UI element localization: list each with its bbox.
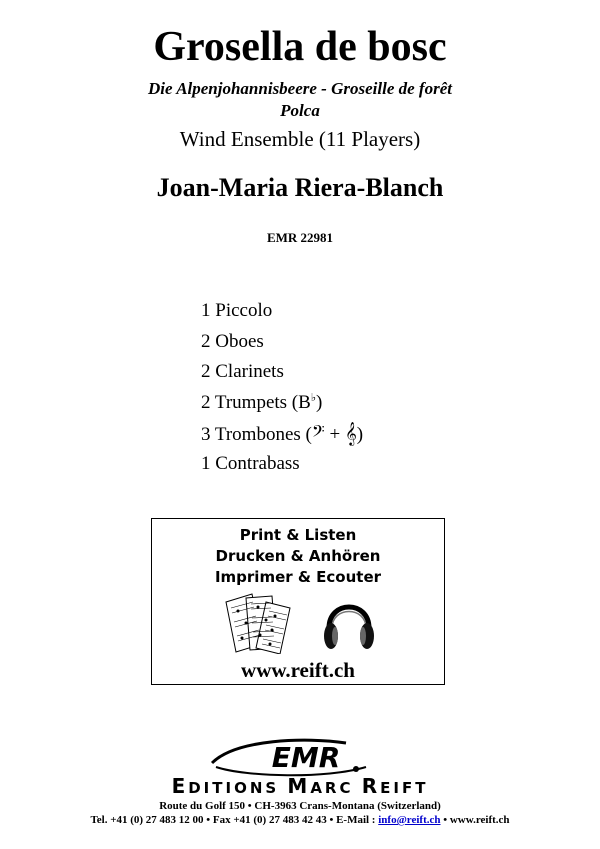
promo-line-french: Imprimer & Ecouter	[214, 568, 382, 586]
headphones-icon	[322, 592, 376, 654]
instrument-label: 1 Piccolo	[201, 300, 273, 321]
genre: Polca	[280, 101, 320, 120]
instrument-item	[201, 357, 363, 388]
contact-text: Tel. +41 (0) 27 483 12 00 • Fax +41 (0) 27 483 42 43 • E-Mail :	[90, 814, 379, 826]
instrument-suffix: )	[356, 424, 364, 446]
instrument-item	[201, 327, 363, 358]
instrument-label: 2 Oboes	[201, 330, 264, 352]
title: Grosella de bosc	[153, 24, 447, 70]
email-link[interactable]: info@reift.ch	[378, 814, 441, 826]
instrument-item	[201, 449, 363, 480]
contact-website: • www.reift.ch	[440, 814, 510, 826]
instrument-suffix: )	[316, 391, 323, 413]
instrument-label: 1 Contrabass	[201, 452, 300, 474]
sheet-music-icon	[222, 592, 296, 654]
subtitle: Die Alpenjohannisbeere - Groseille de forêt	[148, 79, 452, 98]
instrument-item	[201, 388, 363, 419]
promo-url-link[interactable]: www.reift.ch	[241, 658, 355, 682]
emr-logo	[206, 737, 396, 779]
catalog-number: EMR 22981	[266, 230, 334, 245]
print-listen-box	[151, 518, 445, 685]
instrument-item	[201, 296, 363, 327]
flat-symbol: ♭	[310, 391, 317, 404]
instrument-label: 2 Trumpets (B	[201, 391, 311, 413]
publisher-contact	[0, 813, 600, 827]
instrument-plus: +	[324, 424, 345, 446]
emr-logo-text: EMR	[271, 741, 341, 774]
instrument-label: 2 Clarinets	[201, 361, 284, 383]
composer: Joan-Maria Riera-Blanch	[156, 173, 444, 202]
promo-line-english: Print & Listen	[239, 526, 357, 544]
ensemble: Wind Ensemble (11 Players)	[179, 127, 421, 151]
promo-line-german: Drucken & Anhören	[215, 547, 381, 565]
instrument-label: 3 Trombones (	[201, 424, 312, 446]
bass-clef-icon: 𝄢	[311, 421, 325, 446]
instrumentation-list	[201, 296, 363, 480]
instrument-item	[201, 418, 363, 449]
publisher-address: Route du Golf 150 • CH-3963 Crans-Montana (Switzerland)	[159, 800, 441, 812]
publisher-name: EDITIONS MARC REIFT	[171, 774, 429, 798]
treble-clef-icon: 𝄞	[344, 421, 357, 446]
